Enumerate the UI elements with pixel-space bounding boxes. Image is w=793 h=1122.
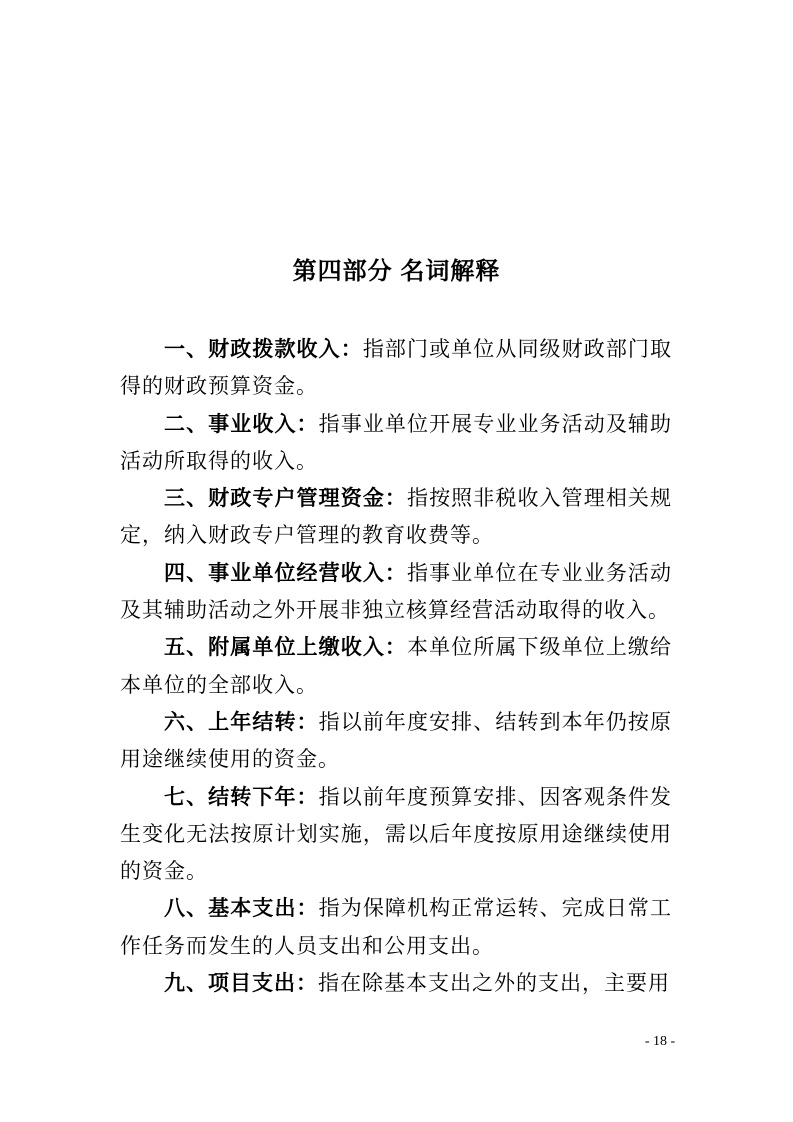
term-label: 一、财政拨款收入： (164, 338, 363, 361)
term-definition: 指在除基本支出之外的支出，主要用 (318, 971, 670, 996)
term-label: 六、上年结转： (164, 710, 319, 734)
term-label: 四、事业单位经营收入： (164, 561, 407, 585)
glossary-entry (120, 480, 672, 555)
page-number: - 18 - (644, 1034, 676, 1049)
term-definition: 指事业单位开展专业业务活动及辅助活动所取得的收入。 (120, 411, 673, 473)
glossary-entry (120, 779, 672, 891)
term-definition: 指以前年度预算安排、因客观条件发生变化无法按原计划实施，需以后年度按原用途继续使用的资金。 (120, 784, 673, 884)
term-label: 五、附属单位上缴收入： (164, 636, 407, 660)
term-definition: 指按照非税收入管理相关规定，纳入财政专户管理的教育收费等。 (120, 486, 672, 548)
glossary-entry (120, 555, 672, 630)
term-label: 三、财政专户管理资金： (164, 487, 407, 511)
glossary-entry (120, 629, 672, 704)
page-title: 第四部分 名词解释 (292, 258, 501, 285)
glossary-entry (120, 406, 672, 481)
term-definition: 指为保障机构正常运转、完成日常工作任务而发生的人员支出和公用支出。 (120, 896, 673, 958)
glossary-entry (120, 965, 672, 1002)
term-label: 二、事业收入： (164, 412, 319, 436)
term-definition: 本单位所属下级单位上缴给本单位的全部收入。 (120, 635, 672, 697)
term-definition: 指部门或单位从同级财政部门取得的财政预算资金。 (120, 337, 673, 399)
term-definition: 指事业单位在专业业务活动及其辅助活动之外开展非独立核算经营活动取得的收入。 (120, 560, 672, 623)
glossary-entry (120, 704, 672, 779)
glossary-entry (120, 890, 672, 965)
term-label: 九、项目支出： (164, 972, 318, 996)
glossary-entry (120, 331, 672, 406)
term-definition: 指以前年度安排、结转到本年仍按原用途继续使用的资金。 (120, 709, 673, 772)
glossary-body (120, 331, 672, 1002)
term-label: 七、结转下年： (164, 785, 319, 809)
term-label: 八、基本支出： (164, 897, 319, 921)
